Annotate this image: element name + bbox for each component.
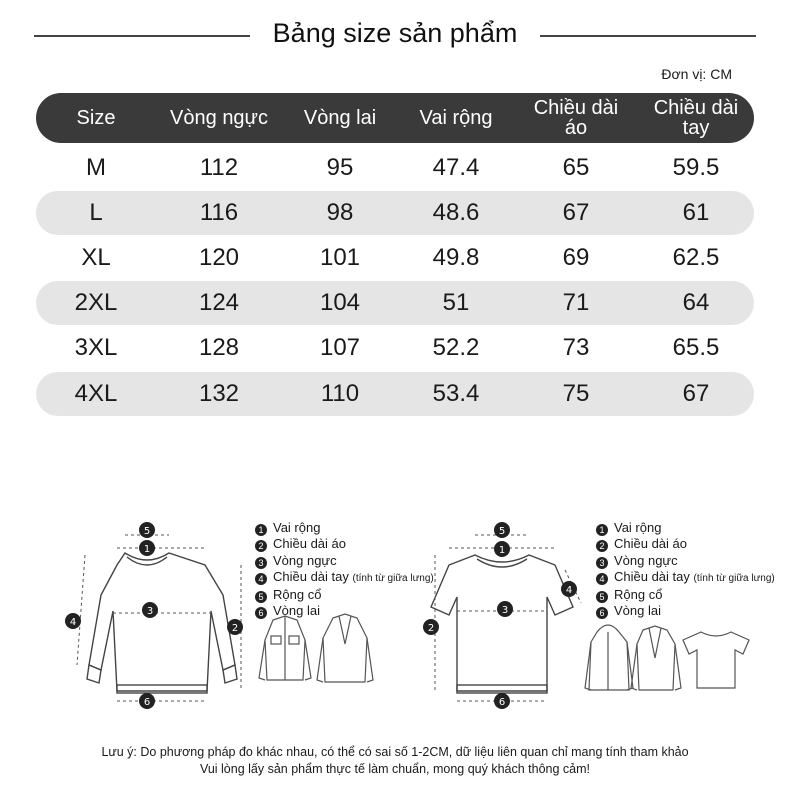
cell-chest: 112 [199, 154, 239, 181]
svg-text:2: 2 [231, 623, 239, 634]
cell-hem: 104 [319, 289, 361, 316]
cell-sleeve: 61 [682, 199, 710, 226]
legend-item: 3 Vòng ngực [596, 553, 775, 569]
cell-size: 2XL [74, 289, 118, 316]
cell-length: 67 [562, 199, 590, 226]
legend-item: 2 Chiều dài áo [596, 536, 775, 552]
sweater-measurement-diagram [55, 515, 255, 715]
svg-text:3: 3 [146, 606, 154, 617]
cell-shoulder: 53.4 [432, 380, 480, 407]
disclaimer-line-1: Lưu ý: Do phương pháp đo khác nhau, có thể có sai số 1-2CM, dữ liệu liên quan chỉ mang tính tham khảo [101, 745, 689, 759]
disclaimer-line-2: Vui lòng lấy sản phẩm thực tế làm chuẩn, mong quý khách thông cảm! [199, 762, 591, 776]
cell-chest: 128 [198, 334, 240, 361]
table-row [36, 236, 754, 280]
table-row [36, 281, 754, 325]
svg-text:4: 4 [69, 617, 77, 628]
cell-length: 73 [562, 334, 590, 361]
svg-text:5: 5 [143, 526, 151, 537]
cell-hem: 95 [326, 154, 354, 181]
svg-text:4: 4 [565, 585, 573, 596]
legend-item: 4 Chiều dài tay (tính từ giữa lưng) [596, 569, 775, 587]
legend-item: 1 Vai rộng [255, 520, 434, 536]
title-divider-right [540, 35, 756, 37]
header-shoulder: Vai rộng [419, 107, 493, 129]
cell-chest: 116 [199, 199, 239, 226]
cell-shoulder: 52.2 [432, 334, 480, 361]
title-row [0, 14, 790, 58]
cell-sleeve: 64 [682, 289, 710, 316]
cell-length: 69 [562, 244, 590, 271]
header-size: Size [76, 107, 116, 129]
header-chest: Vòng ngực [170, 107, 268, 129]
cell-chest: 120 [198, 244, 240, 271]
cell-size: M [86, 154, 106, 181]
cell-shoulder: 48.6 [432, 199, 480, 226]
table-header [36, 93, 754, 143]
cell-sleeve: 67 [682, 380, 710, 407]
cell-hem: 110 [320, 380, 360, 407]
cell-hem: 98 [326, 199, 354, 226]
cell-shoulder: 51 [442, 289, 470, 316]
legend-left [255, 520, 434, 620]
cell-hem: 107 [319, 334, 361, 361]
table-row [36, 326, 754, 370]
cell-length: 65 [562, 154, 590, 181]
garment-illustrations [583, 618, 753, 698]
cell-hem: 101 [319, 244, 361, 271]
cell-size: 3XL [74, 334, 118, 361]
legend-item: 3 Vòng ngực [255, 553, 434, 569]
legend-item: 2 Chiều dài áo [255, 536, 434, 552]
cell-shoulder: 47.4 [432, 154, 480, 181]
tshirt-measurement-diagram [415, 515, 590, 715]
legend-right [596, 520, 775, 620]
svg-text:2: 2 [427, 623, 435, 634]
cell-size: 4XL [74, 380, 118, 407]
cell-sleeve: 59.5 [672, 154, 720, 181]
svg-text:3: 3 [501, 605, 509, 616]
page-title: Bảng size sản phẩm [272, 18, 518, 48]
legend-item: 5 Rộng cổ [596, 587, 775, 603]
title-divider-left [34, 35, 250, 37]
header-hem: Vòng lai [303, 107, 377, 129]
header-length: Chiều dài áo [533, 97, 619, 139]
cell-chest: 124 [198, 289, 240, 316]
svg-text:1: 1 [143, 544, 151, 555]
svg-text:6: 6 [498, 697, 506, 708]
jacket-illustrations [255, 610, 375, 695]
cell-size: L [89, 199, 103, 226]
table-row [36, 146, 754, 190]
svg-text:1: 1 [498, 545, 506, 556]
cell-sleeve: 65.5 [672, 334, 720, 361]
unit-label: Đơn vị: CM [661, 66, 732, 82]
table-row [36, 191, 754, 235]
legend-item: 6 Vòng lai [255, 603, 434, 619]
cell-length: 71 [562, 289, 590, 316]
legend-item: 4 Chiều dài tay (tính từ giữa lưng) [255, 569, 434, 587]
cell-length: 75 [562, 380, 590, 407]
cell-chest: 132 [198, 380, 240, 407]
cell-size: XL [81, 244, 111, 271]
svg-text:6: 6 [143, 697, 151, 708]
table-row [36, 372, 754, 416]
header-sleeve: Chiều dài tay [653, 97, 739, 139]
legend-item: 6 Vòng lai [596, 603, 775, 619]
legend-item: 1 Vai rộng [596, 520, 775, 536]
svg-text:5: 5 [498, 526, 506, 537]
cell-sleeve: 62.5 [672, 244, 720, 271]
cell-shoulder: 49.8 [432, 244, 480, 271]
legend-item: 5 Rộng cổ [255, 587, 434, 603]
